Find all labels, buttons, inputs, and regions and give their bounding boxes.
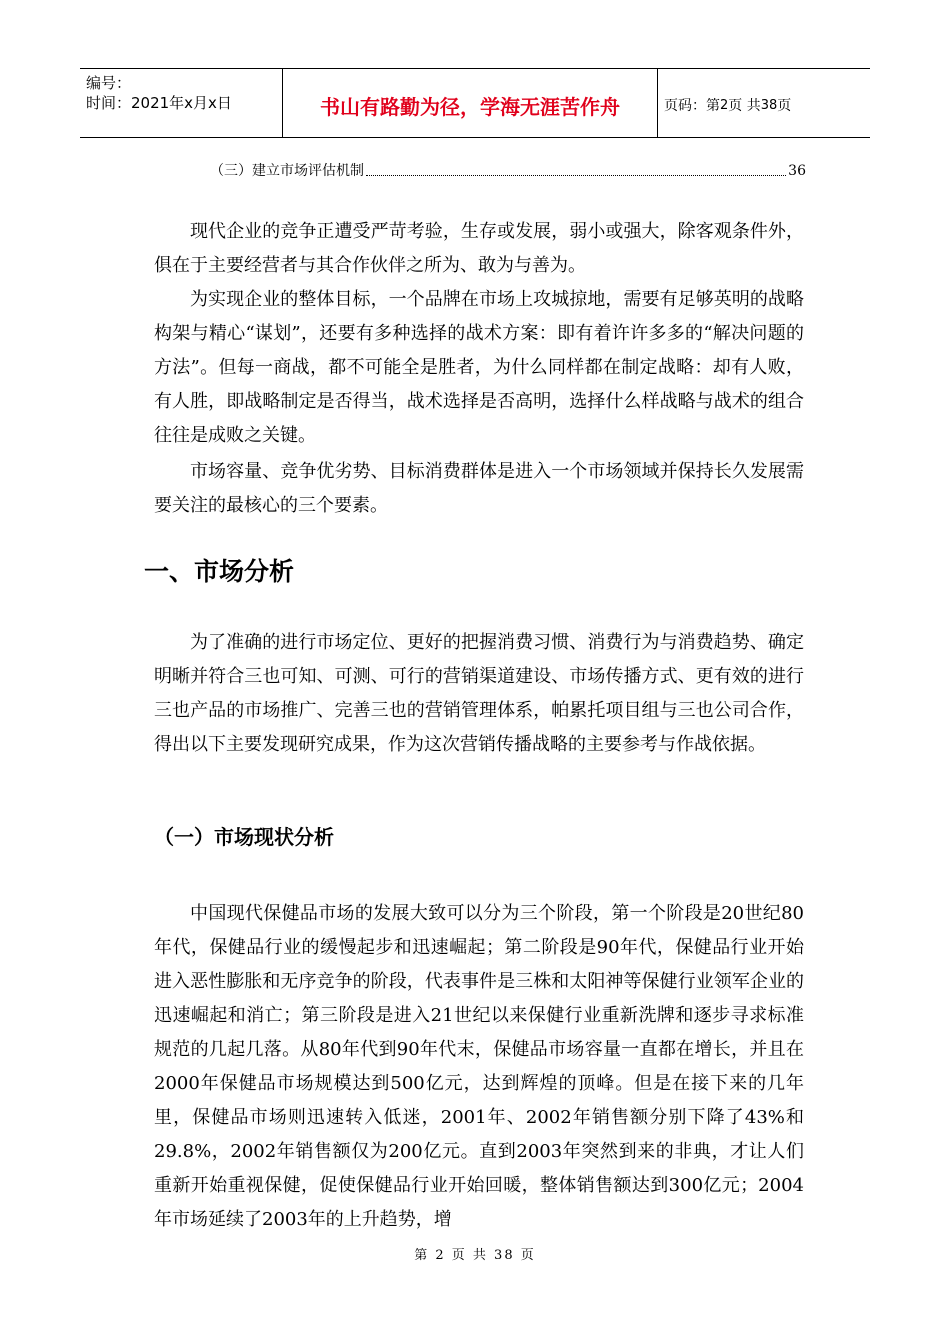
page-number: 2	[720, 97, 729, 113]
header-page-info	[658, 69, 870, 137]
intro-paragraph-3: 市场容量、竞争优劣势、目标消费群体是进入一个市场领域并保持长久发展需要关注的最核心的三个要素。	[154, 461, 804, 516]
page-header	[80, 68, 870, 138]
page-total: 38	[760, 97, 778, 113]
page-prefix: 页码：第	[664, 98, 720, 114]
subsection-heading: （一）市场现状分析	[154, 825, 334, 849]
page-footer: 第 2 页 共 38 页	[414, 1248, 536, 1263]
toc-leader-dots	[366, 160, 786, 176]
toc-entry[interactable]	[210, 160, 806, 182]
section-paragraph: 为了准确的进行市场定位、更好的把握消费习惯、消费行为与消费趋势、确定明晰并符合三也可知、可测、可行的营销渠道建设、市场传播方式、更有效的进行三也产品的市场推广、完善三也的营销管理体系，帕累托项目组与三也公司合作，得出以下主要发现研究成果，作为这次营销传播战略的主要参考与作战依据。	[154, 632, 804, 755]
toc-entry-title: （三）建立市场评估机制	[210, 163, 364, 179]
header-meta	[80, 69, 283, 137]
section-heading: 一、市场分析	[144, 557, 295, 586]
page-mid: 页 共	[728, 98, 761, 114]
header-motto: 书山有路勤为径，学海无涯苦作舟	[283, 69, 658, 137]
toc-entry-page: 36	[788, 163, 806, 179]
time-label: 时间：2021年x月x日	[86, 94, 232, 112]
intro-paragraph-2: 为实现企业的整体目标，一个品牌在市场上攻城掠地，需要有足够英明的战略构架与精心“谋划”，还要有多种选择的战术方案：即有着许许多多的“解决问题的方法”。但每一商战，都不可能全是胜者，为什么同样都在制定战略：却有人败，有人胜，即战略制定是否得当，战术选择是否高明，选择什么样战略与战术的组合往往是成败之关键。	[154, 289, 804, 446]
number-label: 编号：	[86, 74, 132, 92]
page-suffix: 页	[777, 98, 792, 114]
intro-paragraph-1: 现代企业的竞争正遭受严苛考验，生存或发展，弱小或强大，除客观条件外，俱在于主要经营者与其合作伙伴之所为、敢为与善为。	[154, 221, 804, 276]
subsection-paragraph: 中国现代保健品市场的发展大致可以分为三个阶段，第一个阶段是20世纪80年代，保健品行业的缓慢起步和迅速崛起；第二阶段是90年代，保健品行业开始进入恶性膨胀和无序竞争的阶段，代表事件是三株和太阳神等保健行业领军企业的迅速崛起和消亡；第三阶段是进入21世纪以来保健行业重新洗牌和逐步寻求标准规范的几起几落。从80年代到90年代末，保健品市场容量一直都在增长，并且在2000年保健品市场规模达到500亿元，达到辉煌的顶峰。但是在接下来的几年里，保健品市场则迅速转入低迷，2001年、2002年销售额分别下降了43%和29.8%，2002年销售额仅为200亿元。直到2003年突然到来的非典，才让人们重新开始重视保健，促使保健品行业开始回暖，整体销售额达到300亿元；2004年市场延续了2003年的上升趋势，增	[154, 903, 804, 1230]
